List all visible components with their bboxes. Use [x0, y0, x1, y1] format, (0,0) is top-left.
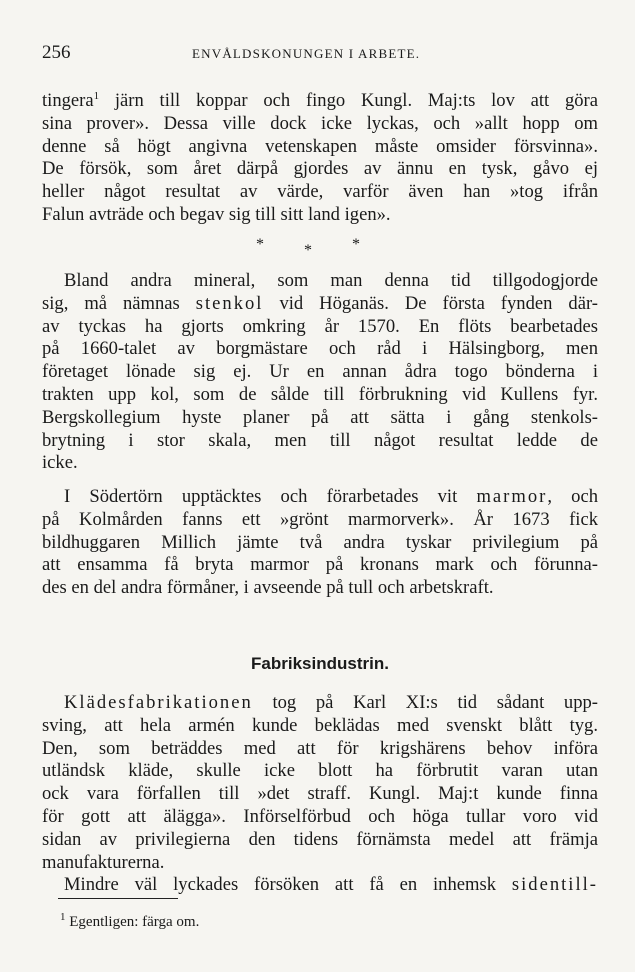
footnote-reference: 1 [93, 89, 100, 102]
text-line: att ensamma få bryta marmor på kronans mark och förunna- [42, 554, 598, 576]
text-line: för gott att älägga». Införselförbud och höga tullar voro vid [42, 805, 598, 827]
asterisk: * [256, 236, 264, 253]
paragraph-stenkol [42, 270, 598, 475]
text-line: De försök, som året därpå gjordes av ännu en tysk, gåvo ej [42, 158, 598, 180]
text-line: av tyckas ha gjorts omkring år 1570. En flöts bearbetades [42, 315, 598, 337]
text-line: sving, att hela armén kunde beklädas med svenskt blått tyg. [42, 714, 598, 736]
text-line: trakten upp kol, som de sålde till förbrukning vid Kullens fyr. [42, 383, 598, 405]
page-header [42, 42, 598, 66]
text-fragment: tingera [42, 90, 94, 111]
text-line: des en del andra förmåner, i avseende på tull och arbetskraft. [42, 577, 494, 599]
text-line [42, 874, 598, 897]
text-line: sidan av privilegierna den tidens förnämsta medel att främja [42, 828, 598, 850]
running-title: ENVÅLDSKONUNGEN I ARBETE. [192, 46, 421, 61]
text-line: på 1660-talet av borgmästare och råd i Hälsingborg, men [42, 338, 598, 360]
emphasized-term: marmor [476, 486, 548, 507]
text-line: bildhuggaren Millich jämte två andra tyskar privilegium på [42, 531, 598, 553]
paragraph-prover [42, 90, 598, 227]
section-separator [42, 236, 598, 259]
text-fragment: tog på Karl XI:s tid sådant upp- [272, 692, 598, 713]
text-fragment: Mindre väl lyckades försöken att få en inhemsk [64, 874, 497, 896]
text-line: brytning i stor skala, men till något resultat ledde de [42, 429, 598, 451]
text-fragment: , och [547, 486, 598, 507]
text-fragment: vid Höganäs. De första fynden där- [279, 292, 598, 314]
emphasized-term: Klädesfabrikationen [64, 692, 253, 713]
paragraph-marmor [42, 486, 598, 600]
text-line: ock vara förfallen till »det straff. Kungl. Maj:t kunde finna [42, 783, 598, 805]
footnote-mark: 1 [60, 911, 66, 923]
text-line: Den, som beträddes med att för krigshärens behov införa [42, 737, 598, 759]
text-line [42, 692, 598, 715]
text-line [42, 486, 598, 509]
text-line [42, 293, 598, 316]
footnote-text: Egentligen: färga om. [69, 914, 200, 930]
page-number: 256 [42, 42, 71, 63]
text-line: denne så högt angivna vetenskapen måste omsider försvinna». [42, 135, 598, 157]
text-line: företaget lönade sig ej. Ur en annan ådra togo bönderna i [42, 361, 598, 383]
text-line: Falun avträde och begav sig till sitt land igen». [42, 203, 391, 225]
text-fragment: sig, må nämnas [42, 292, 180, 314]
footnote [60, 911, 200, 931]
asterisk: * [352, 236, 360, 253]
footnote-divider [58, 898, 178, 899]
paragraph-kladesfabrikation [42, 692, 598, 897]
text-line: på Kolmården fanns ett »grönt marmorverk». År 1673 fick [42, 508, 598, 530]
text-line: sina prover». Dessa ville dock icke lyckas, och »allt hopp om [42, 112, 598, 134]
section-heading: Fabriksindustrin. [251, 654, 389, 673]
emphasized-term: stenkol [195, 292, 264, 314]
text-line: Bland andra mineral, som man denna tid tillgodogjorde [64, 270, 598, 291]
text-line [42, 90, 598, 113]
text-line: utländsk kläde, skulle icke blott ha förbrutit varan utan [42, 760, 598, 782]
text-line: heller något resultat av värde, varför även han »tog ifrån [42, 181, 598, 203]
text-line: manufakturerna. [42, 851, 165, 873]
text-line: Bergskollegium hyste planer på att sätta i gång stenkols- [42, 406, 598, 428]
text-fragment: järn till koppar och fingo Kungl. Maj:ts lov att göra [114, 90, 599, 111]
asterisk: * [304, 242, 312, 259]
text-line: icke. [42, 452, 78, 474]
text-fragment: I Södertörn upptäcktes och förarbetades vit [64, 486, 458, 507]
emphasized-term: sidentill- [511, 874, 598, 896]
